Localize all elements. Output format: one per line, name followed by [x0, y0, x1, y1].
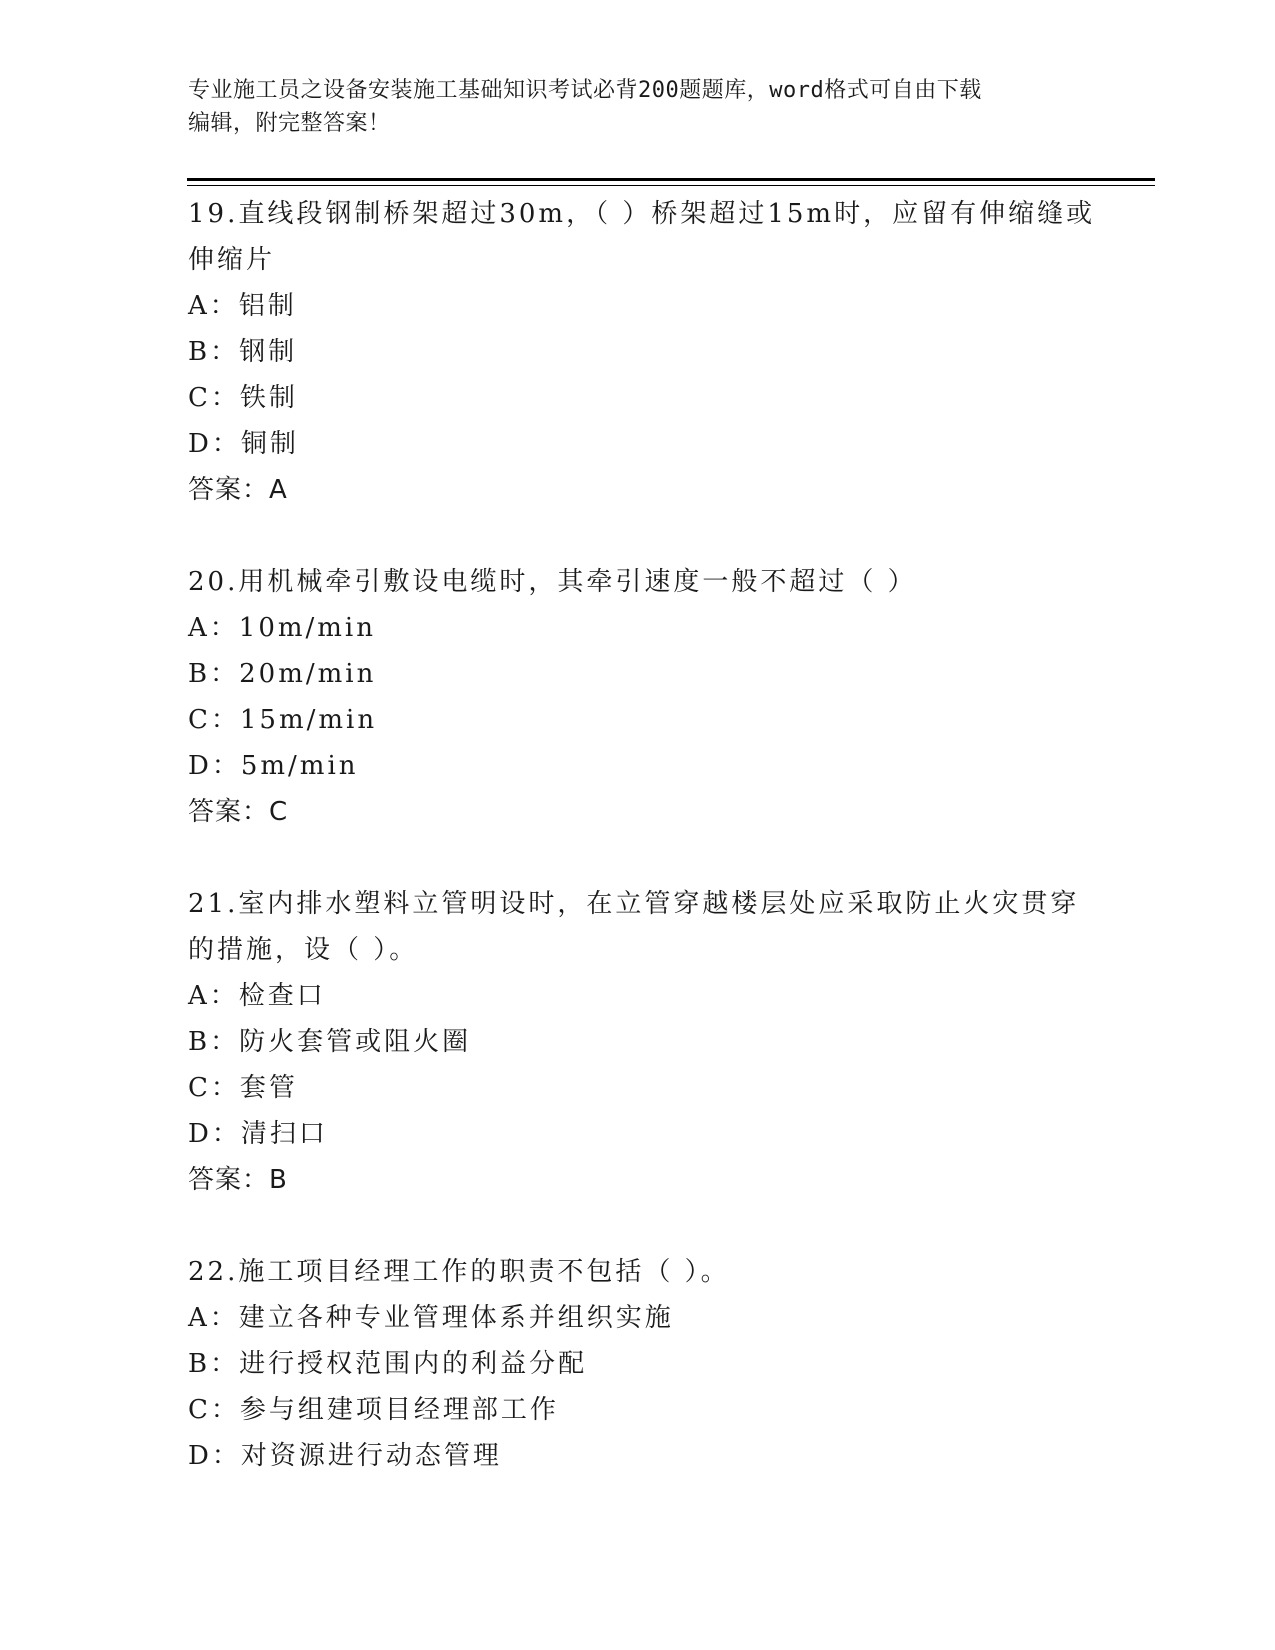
option-b: B：钢制: [188, 337, 298, 367]
answer: 答案：B: [188, 1165, 288, 1195]
question-spacer: [188, 835, 1088, 881]
option-a: A：铝制: [188, 291, 297, 321]
option-b: B：防火套管或阻火圈: [188, 1027, 472, 1057]
option-d: D：铜制: [188, 429, 299, 459]
answer: 答案：C: [188, 797, 289, 827]
question-19: [188, 191, 1096, 513]
question-spacer: [188, 1203, 1088, 1249]
option-d: D：对资源进行动态管理: [188, 1441, 502, 1471]
question-21: [188, 881, 1088, 1203]
question-stem: 20.用机械牵引敷设电缆时，其牵引速度一般不超过（ ）: [188, 567, 917, 597]
answer: 答案：A: [188, 475, 288, 505]
option-b: B：20m/min: [188, 659, 377, 689]
option-c: C：参与组建项目经理部工作: [188, 1395, 559, 1425]
option-c: C：铁制: [188, 383, 298, 413]
question-22: [188, 1249, 1088, 1479]
option-a: A：检查口: [188, 981, 326, 1011]
header-line-2: 编辑，附完整答案！: [188, 111, 391, 136]
question-spacer: [188, 513, 1088, 559]
question-stem-continued: 的措施，设（ ）。: [188, 935, 419, 965]
header-line-1: 专业施工员之设备安装施工基础知识考试必背200题题库，word格式可自由下载: [188, 78, 982, 103]
option-d: D：5m/min: [188, 751, 359, 781]
option-c: C：套管: [188, 1073, 298, 1103]
option-c: C：15m/min: [188, 705, 378, 735]
header-divider-thin: [187, 185, 1155, 186]
question-stem: 22.施工项目经理工作的职责不包括（ ）。: [188, 1257, 730, 1287]
question-stem: 21.室内排水塑料立管明设时，在立管穿越楼层处应采取防止火灾贯穿: [188, 889, 1080, 919]
option-d: D：清扫口: [188, 1119, 328, 1149]
question-20: [188, 559, 1088, 835]
header-divider-thick: [187, 178, 1155, 181]
option-a: A：10m/min: [188, 613, 376, 643]
option-a: A：建立各种专业管理体系并组织实施: [188, 1303, 674, 1333]
question-stem-continued: 伸缩片: [188, 245, 276, 275]
question-stem: 19.直线段钢制桥架超过30m，（ ）桥架超过15m时，应留有伸缩缝或: [188, 199, 1096, 229]
document-header: [188, 74, 1088, 140]
option-b: B：进行授权范围内的利益分配: [188, 1349, 588, 1379]
question-list: [188, 191, 1096, 1479]
